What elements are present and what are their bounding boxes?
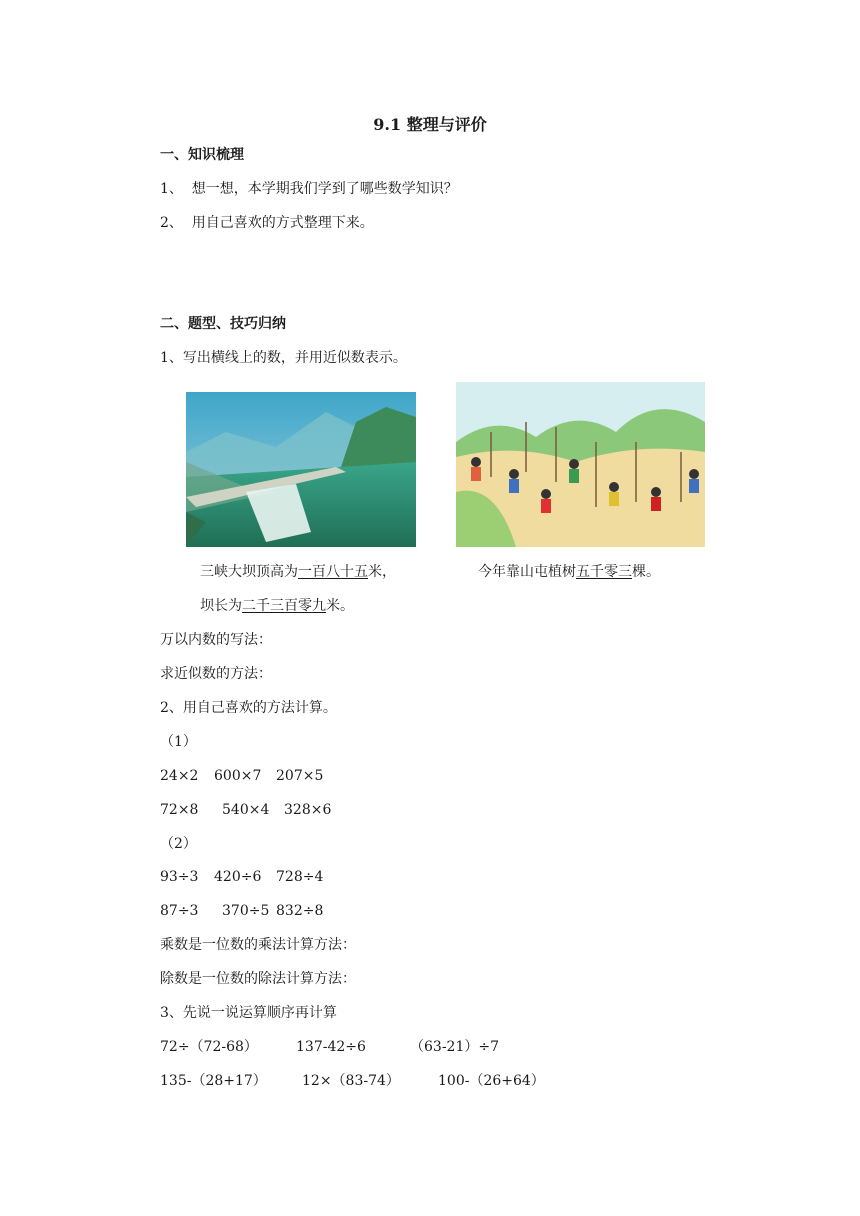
exercise-order-5: 12×（83-74） bbox=[302, 1073, 400, 1089]
part-2-label: （2） bbox=[160, 836, 197, 852]
question-2-1: 1、写出横线上的数，并用近似数表示。 bbox=[160, 350, 407, 366]
question-2-3: 3、先说一说运算顺序再计算 bbox=[160, 1005, 337, 1021]
exercise-832div8: 832÷8 bbox=[276, 903, 324, 919]
exercise-order-4: 135-（28+17） bbox=[160, 1073, 267, 1089]
question-1-1: 1、 想一想，本学期我们学到了哪些数学知识？ bbox=[160, 181, 458, 197]
exercise-728div4: 728÷4 bbox=[276, 869, 324, 885]
exercise-370div5: 370÷5 bbox=[222, 903, 270, 919]
question-2-2: 2、用自己喜欢的方法计算。 bbox=[160, 700, 337, 716]
exercise-600x7: 600×7 bbox=[214, 768, 262, 784]
exercise-328x6: 328×6 bbox=[284, 802, 332, 818]
page-title: 9.1 整理与评价 bbox=[373, 115, 487, 134]
exercise-93div3: 93÷3 bbox=[160, 869, 199, 885]
div-method-prompt: 除数是一位数的除法计算方法： bbox=[160, 971, 356, 987]
approx-method-prompt: 求近似数的方法： bbox=[160, 666, 272, 682]
exercise-order-2: 137-42÷6 bbox=[296, 1039, 366, 1055]
part-1-label: （1） bbox=[160, 734, 197, 750]
exercise-order-3: （63-21）÷7 bbox=[410, 1039, 499, 1055]
tree-planting-illustration bbox=[456, 382, 705, 547]
section-1-heading: 一、知识梳理 bbox=[160, 147, 244, 163]
exercise-order-6: 100-（26+64） bbox=[438, 1073, 545, 1089]
exercise-87div3: 87÷3 bbox=[160, 903, 199, 919]
exercise-420div6: 420÷6 bbox=[214, 869, 262, 885]
exercise-540x4: 540×4 bbox=[222, 802, 270, 818]
exercise-72x8: 72×8 bbox=[160, 802, 199, 818]
dam-caption-line-2: 坝长为二千三百零九米。 bbox=[200, 598, 354, 614]
exercise-207x5: 207×5 bbox=[276, 768, 324, 784]
dam-caption-line-1: 三峡大坝顶高为一百八十五米， bbox=[200, 564, 396, 580]
mul-method-prompt: 乘数是一位数的乘法计算方法： bbox=[160, 937, 356, 953]
exercise-24x2: 24×2 bbox=[160, 768, 199, 784]
exercise-order-1: 72÷（72-68） bbox=[160, 1039, 258, 1055]
question-1-2: 2、 用自己喜欢的方式整理下来。 bbox=[160, 215, 374, 231]
tree-caption: 今年靠山屯植树五千零三棵。 bbox=[478, 564, 660, 580]
write-method-prompt: 万以内数的写法： bbox=[160, 632, 272, 648]
section-2-heading: 二、题型、技巧归纳 bbox=[160, 316, 286, 332]
dam-illustration bbox=[186, 392, 416, 547]
